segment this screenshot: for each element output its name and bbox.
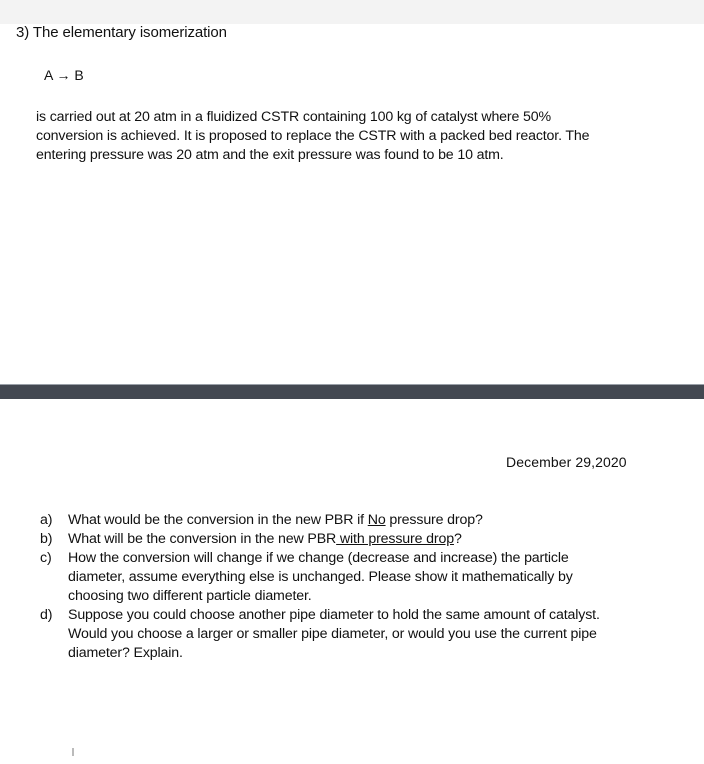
question-letter: b) [40,531,53,547]
question-title: 3) The elementary isomerization [16,24,227,41]
question-text-part: What would be the conversion in the new PBR if [68,512,368,528]
underlined-text: with pressure drop [336,531,454,547]
question-letter: d) [40,607,53,623]
question-text: How the conversion will change if we change (decrease and increase) the particle diameter, assume everything else is unchanged. Please show it mathematically by choosing two different particle diameter. [68,550,573,604]
question-text [68,530,600,549]
question-text-part: pressure drop? [385,512,483,528]
question-text-part: ? [453,531,462,547]
question-item-c [40,549,600,606]
question-item-d [40,606,600,663]
reaction-equation: A → B [44,67,84,83]
underlined-text: No [367,512,386,528]
question-text-part: What will be the conversion in the new PBR [68,531,337,547]
question-letter: c) [40,550,52,566]
page-divider-bar [0,385,704,399]
question-item-a [40,511,600,530]
date-label: December 29,2020 [506,454,627,470]
problem-paragraph: is carried out at 20 atm in a fluidized CSTR containing 100 kg of catalyst where 50% conversion is achieved. It is proposed to replace the CSTR with a packed bed reactor. The entering pressure was 20 atm and the exit pressure was found to be 10 atm. [36,109,590,163]
question-item-b [40,530,600,549]
scan-mark [72,748,74,756]
question-letter: a) [40,512,53,528]
question-list [40,511,600,663]
question-text [68,511,600,530]
question-text: Suppose you could choose another pipe diameter to hold the same amount of catalyst. Would you choose a larger or smaller pipe diameter, or would you use the current pipe diameter? Explain. [68,607,600,661]
page-top-band [0,0,704,24]
